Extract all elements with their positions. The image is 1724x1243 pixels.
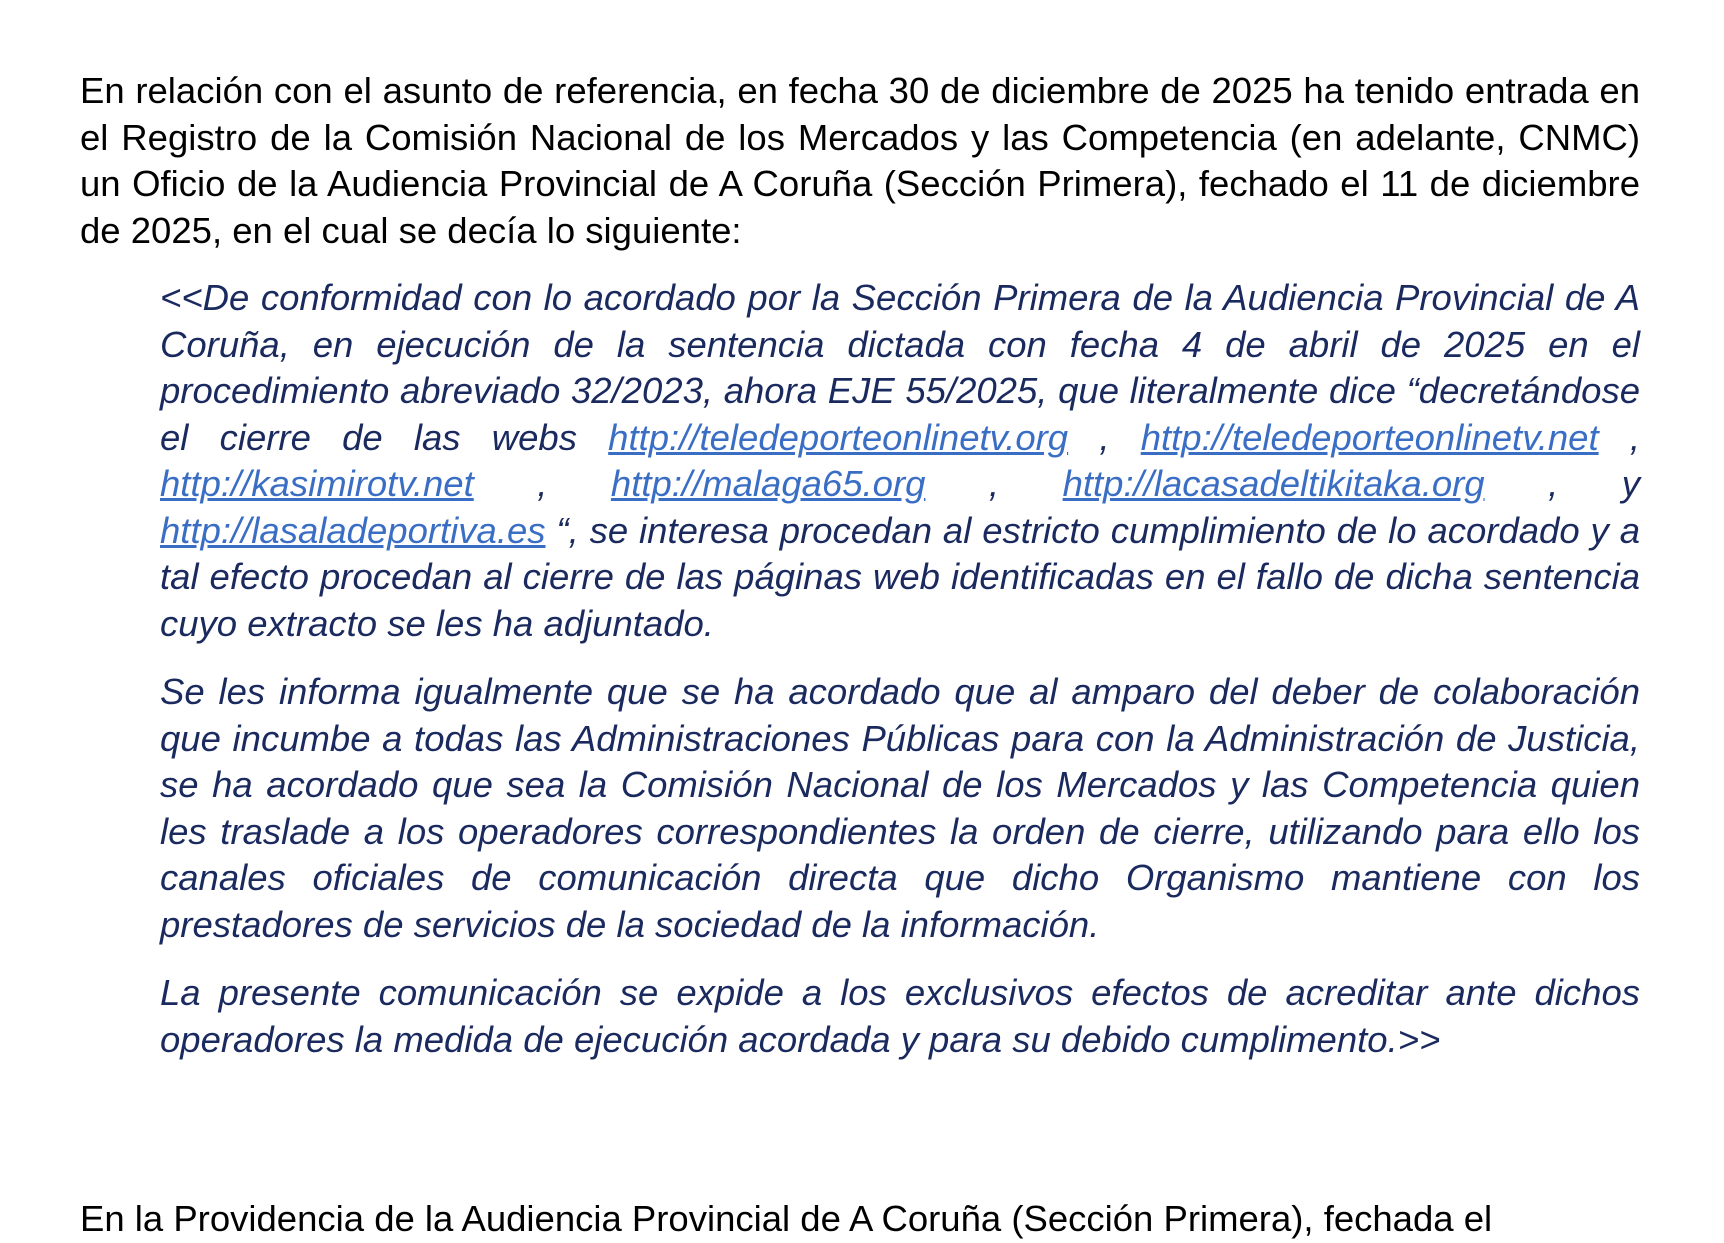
link-teledeporteonlinetv-org[interactable]: http://teledeporteonlinetv.org <box>608 416 1069 458</box>
quote-paragraph-3: La presente comunicación se expide a los exclusivos efectos de acreditar ante dichos operadores la medida de ejecución acordada y para su debido cumplimento.>> <box>160 972 1640 1060</box>
link-lacasadeltikitaka-org[interactable]: http://lacasadeltikitaka.org <box>1062 463 1485 504</box>
quote-p1-start: <<De conformidad con lo acordado por la Sección Primera de la Audiencia Provincial de A Coruña, en ejecución de la sentencia dictada con fecha 4 de abril de 2025 en el procedimiento abreviado 32/2023, ahora EJE 55/2025, que literalmente dice “decretándose el cierre de las webs <box>160 277 1640 458</box>
quote-paragraph-1: <<De conformidad con lo acordado por la Sección Primera de la Audiencia Provincial de A Coruña, en ejecución de la sentencia dictada con fecha 4 de abril de 2025 en el procedimiento abreviado 32/2023, ahora EJE 55/2025, que literalmente dice “decretándose el cierre de las webs http://teledeporteonlinetv.org , http://teledeporteonlinetv.net , http://kasimirotv.net , http://malaga65.org , http://lacasadeltikitaka.org , y http://lasaladeportiva.es “, se interesa procedan al estricto cumplimiento de lo acordado y a tal efecto procedan al cierre de las páginas web identificadas en el fallo de dicha sentencia cuyo extracto se les ha adjuntado. <box>160 277 1640 644</box>
quote-paragraph-2: Se les informa igualmente que se ha acordado que al amparo del deber de colaboración que incumbe a todas las Administraciones Públicas para con la Administración de Justicia, se ha acordado que sea la Comisión Nacional de los Mercados y las Competencia quien les traslade a los operadores correspondientes la orden de cierre, utilizando para ello los canales oficiales de comunicación directa que dicho Organismo mantiene con los prestadores de servicios de la sociedad de la información. <box>160 671 1640 945</box>
link-teledeporteonlinetv-net[interactable]: http://teledeporteonlinetv.net <box>1140 416 1599 458</box>
document-page <box>80 68 1640 1085</box>
intro-paragraph: En relación con el asunto de referencia, en fecha 30 de diciembre de 2025 ha tenido entrada en el Registro de la Comisión Nacional de los Mercados y las Competencia (en adelante, CNMC) un Oficio de la Audiencia Provincial de A Coruña (Sección Primera), fechado el 11 de diciembre de 2025, en el cual se decía lo siguiente: <box>80 70 1640 251</box>
link-lasaladeportiva-es[interactable]: http://lasaladeportiva.es <box>160 509 546 551</box>
next-paragraph-partial: En la Providencia de la Audiencia Provincial de A Coruña (Sección Primera), fechada el <box>80 1198 1493 1239</box>
link-kasimirotv-net[interactable]: http://kasimirotv.net <box>160 463 474 504</box>
quote-p1-end: “, se interesa procedan al estricto cumplimiento de lo acordado y a tal efecto procedan al cierre de las páginas web identificadas en el fallo de dicha sentencia cuyo extracto se les ha adjuntado. <box>160 509 1640 644</box>
quoted-order <box>160 275 1640 1063</box>
link-malaga65-org[interactable]: http://malaga65.org <box>610 463 926 504</box>
